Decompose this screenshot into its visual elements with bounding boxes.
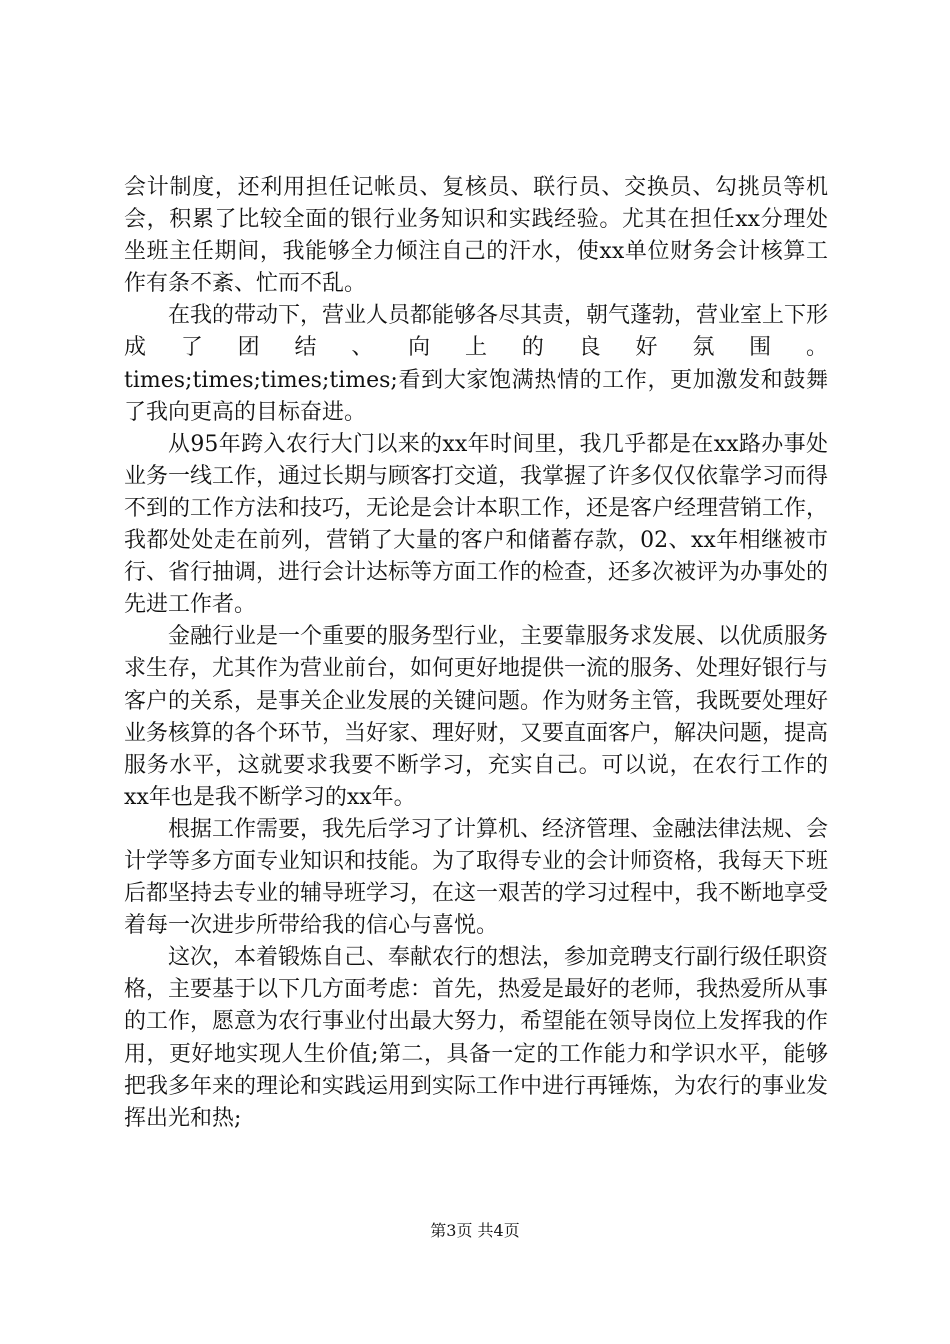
document-body <box>124 172 828 1135</box>
page-number: 第3页 共4页 <box>430 1221 520 1240</box>
paragraph-accounting-experience: 会计制度，还利用担任记帐员、复核员、联行员、交换员、勾挑员等机会，积累了比较全面的银行业务知识和实践经验。尤其在担任xx分理处坐班主任期间，我能够全力倾注自己的汗水，使xx单位财务会计核算工作有条不紊、忙而不乱。 <box>124 175 828 297</box>
paragraph-career-history: 从95年跨入农行大门以来的xx年时间里，我几乎都是在xx路办事处业务一线工作，通过长期与顾客打交道，我掌握了许多仅仅依靠学习而得不到的工作方法和技巧，无论是会计本职工作，还是客户经理营销工作，我都处处走在前列，营销了大量的客户和储蓄存款，02、xx年相继被市行、省行抽调，进行会计达标等方面工作的检查，还多次被评为办事处的先进工作者。 <box>124 431 829 618</box>
paragraph-application-reasons: 这次，本着锻炼自己、奉献农行的想法，参加竞聘支行副行级任职资格，主要基于以下几方面考虑：首先，热爱是最好的老师，我热爱所从事的工作，愿意为农行事业付出最大努力，希望能在领导岗位上发挥我的作用，更好地实现人生价值;第二，具备一定的工作能力和学识水平，能够把我多年来的理论和实践运用到实际工作中进行再锤炼，为农行的事业发挥出光和热; <box>124 945 829 1131</box>
paragraph-motivation: times;times;times;times;看到大家饱满热情的工作，更加激发和鼓舞了我向更高的目标奋进。 <box>124 367 828 425</box>
page-footer <box>0 1218 950 1241</box>
paragraph-service-industry: 金融行业是一个重要的服务型行业，主要靠服务求发展、以优质服务求生存，尤其作为营业前台，如何更好地提供一流的服务、处理好银行与客户的关系，是事关企业发展的关键问题。作为财务主管，我既要处理好业务核算的各个环节，当好家、理好财，又要直面客户，解决问题，提高服务水平，这就要求我要不断学习，充实自己。可以说，在农行工作的xx年也是我不断学习的xx年。 <box>124 624 829 810</box>
paragraph-team-leadership: 在我的带动下，营业人员都能够各尽其责，朝气蓬勃，营业室上下形成了团结、向上的良好氛围。 <box>124 303 829 361</box>
paragraph-professional-study: 根据工作需要，我先后学习了计算机、经济管理、金融法律法规、会计学等多方面专业知识和技能。为了取得专业的会计师资格，我每天下班后都坚持去专业的辅导班学习，在这一艰苦的学习过程中，我不断地享受着每一次进步所带给我的信心与喜悦。 <box>124 816 829 939</box>
